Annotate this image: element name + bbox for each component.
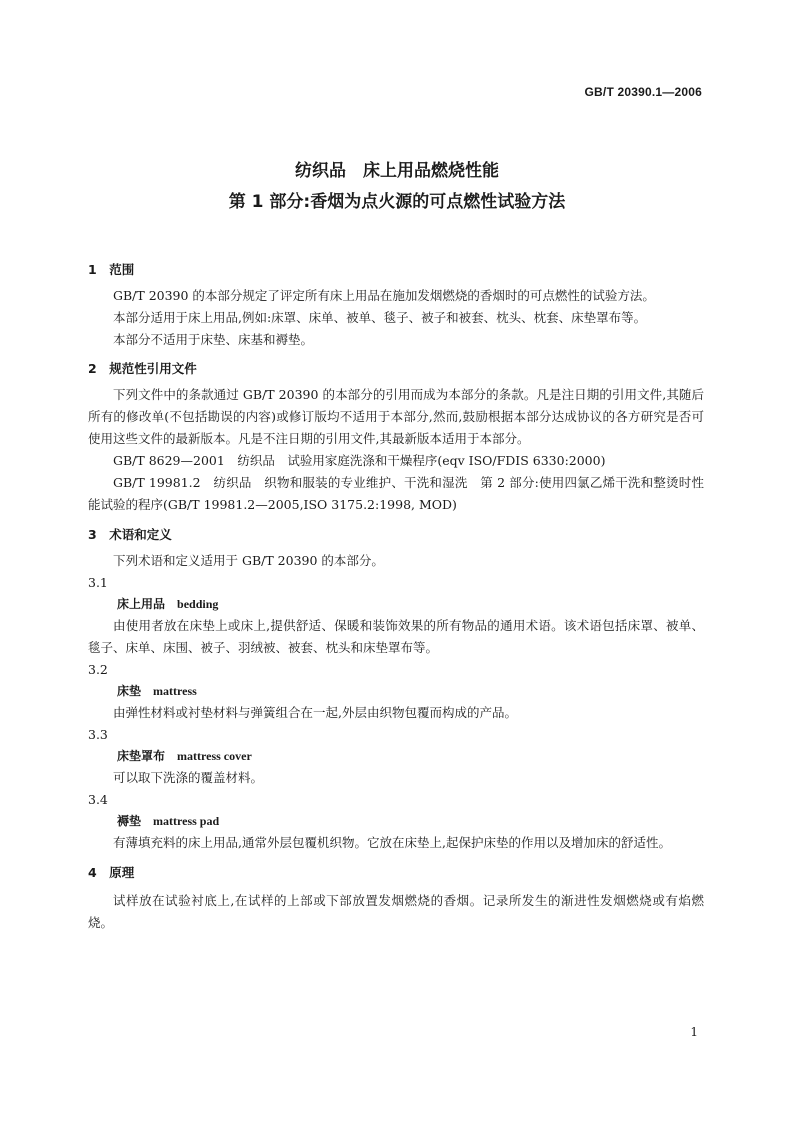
- term-en: mattress: [153, 684, 197, 698]
- reference-item: GB/T 19981.2 纺织品 织物和服装的专业维护、干洗和湿洗 第 2 部分:使用四氯乙烯干洗和整烫时性能试验的程序(GB/T 19981.2—2005,ISO 3175.2:1998, MOD): [88, 475, 704, 512]
- term-definition: 由弹性材料或衬垫材料与弹簧组合在一起,外层由织物包覆而构成的产品。: [113, 705, 517, 720]
- document-body: [88, 261, 704, 934]
- term-en: mattress cover: [177, 749, 252, 763]
- paragraph: 试样放在试验衬底上,在试样的上部或下部放置发烟燃烧的香烟。记录所发生的渐进性发烟燃烧或有焰燃烧。: [88, 893, 704, 930]
- term-title: [117, 745, 704, 767]
- term-number: 3.4: [88, 792, 108, 807]
- term-definition: 有薄填充料的床上用品,通常外层包覆机织物。它放在床垫上,起保护床垫的作用以及增加床的舒适性。: [113, 835, 671, 850]
- standard-code: GB/T 20390.1—2006: [584, 85, 702, 99]
- paragraph: 本部分不适用于床垫、床基和褥垫。: [113, 332, 314, 347]
- term-en: mattress pad: [153, 814, 220, 828]
- paragraph: GB/T 20390 的本部分规定了评定所有床上用品在施加发烟燃烧的香烟时的可点燃性的试验方法。: [113, 288, 655, 303]
- term-number: 3.2: [88, 662, 108, 677]
- term-definition: 可以取下洗涤的覆盖材料。: [113, 770, 264, 785]
- section-heading-scope: 1 范围: [88, 262, 135, 277]
- paragraph: 本部分适用于床上用品,例如:床罩、床单、被单、毯子、被子和被套、枕头、枕套、床垫罩布等。: [113, 310, 647, 325]
- document-title-line2: 第 1 部分:香烟为点火源的可点燃性试验方法: [228, 192, 566, 212]
- paragraph: 下列术语和定义适用于 GB/T 20390 的本部分。: [113, 553, 384, 568]
- term-en: bedding: [177, 597, 219, 611]
- document-title-line1: 纺织品 床上用品燃烧性能: [295, 161, 499, 181]
- term-title: [117, 680, 704, 702]
- term-zh: 褥垫: [117, 814, 142, 828]
- term-zh: 床垫罩布: [117, 749, 166, 763]
- term-title: [117, 810, 704, 832]
- section-heading-principle: 4 原理: [88, 865, 135, 880]
- section-heading-terms-definitions: 3 术语和定义: [88, 527, 172, 542]
- term-number: 3.1: [88, 575, 108, 590]
- paragraph: 下列文件中的条款通过 GB/T 20390 的本部分的引用而成为本部分的条款。凡是注日期的引用文件,其随后所有的修改单(不包括勘误的内容)或修订版均不适用于本部分,然而,鼓励根据本部分达成协议的各方研究是否可使用这些文件的最新版本。凡是不注日期的引用文件,其最新版本适用于本部分。: [88, 387, 704, 446]
- term-zh: 床上用品: [117, 597, 166, 611]
- term-definition: 由使用者放在床垫上或床上,提供舒适、保暖和装饰效果的所有物品的通用术语。该术语包括床罩、被单、毯子、床单、床围、被子、羽绒被、被套、枕头和床垫罩布等。: [88, 618, 704, 655]
- term-title: [117, 593, 704, 615]
- term-number: 3.3: [88, 727, 108, 742]
- section-heading-normative-references: 2 规范性引用文件: [88, 361, 197, 376]
- reference-item: GB/T 8629—2001 纺织品 试验用家庭洗涤和干燥程序(eqv ISO/FDIS 6330:2000): [113, 453, 606, 468]
- term-zh: 床垫: [117, 684, 142, 698]
- page-number: 1: [690, 1025, 698, 1039]
